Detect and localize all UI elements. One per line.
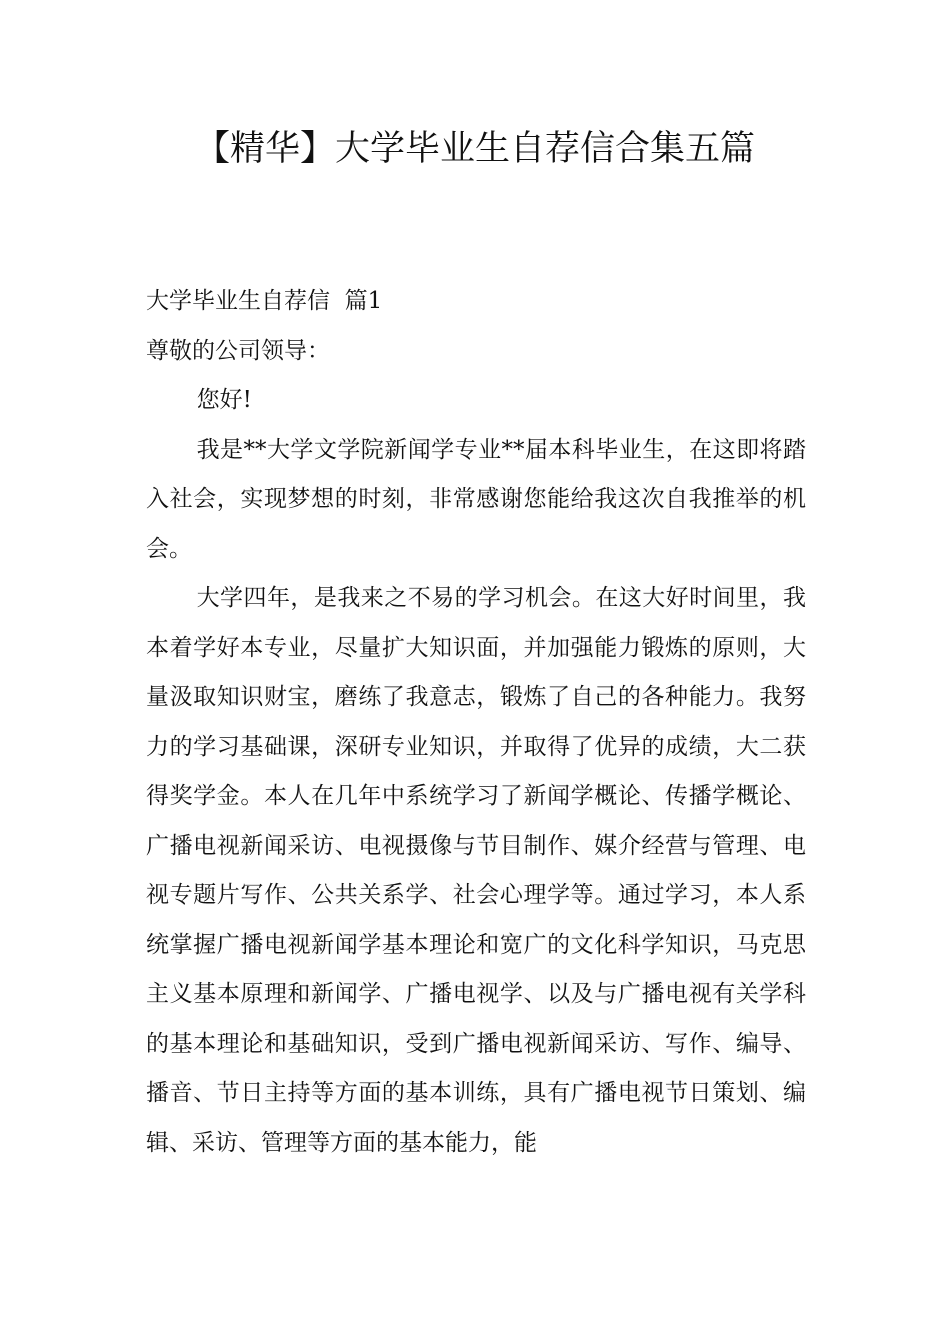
body-paragraph-1: 我是**大学文学院新闻学专业**届本科毕业生，在这即将踏入社会，实现梦想的时刻，非常感谢您能给我这次自我推举的机会。: [146, 436, 806, 562]
section-heading: 大学毕业生自荐信 篇1: [146, 288, 383, 314]
greeting: 您好!: [196, 387, 252, 413]
document-title: 【精华】大学毕业生自荐信合集五篇: [194, 129, 755, 169]
body-paragraph-2: 大学四年，是我来之不易的学习机会。在这大好时间里，我本着学好本专业，尽量扩大知识面，并加强能力锻炼的原则，大量汲取知识财宝，磨练了我意志，锻炼了自己的各种能力。我努力的学习基础课，深研专业知识，并取得了优异的成绩，大二获得奖学金。本人在几年中系统学习了新闻学概论、传播学概论、广播电视新闻采访、电视摄像与节目制作、媒介经营与管理、电视专题片写作、公共关系学、社会心理学等。通过学习，本人系统掌握广播电视新闻学基本理论和宽广的文化科学知识，马克思主义基本原理和新闻学、广播电视学、以及与广播电视有关学科的基本理论和基础知识，受到广播电视新闻采访、写作、编导、播音、节日主持等方面的基本训练，具有广播电视节日策划、编辑、采访、管理等方面的基本能力，能: [146, 585, 806, 1156]
salutation: 尊敬的公司领导：: [146, 337, 330, 364]
document-body: [146, 277, 806, 1168]
